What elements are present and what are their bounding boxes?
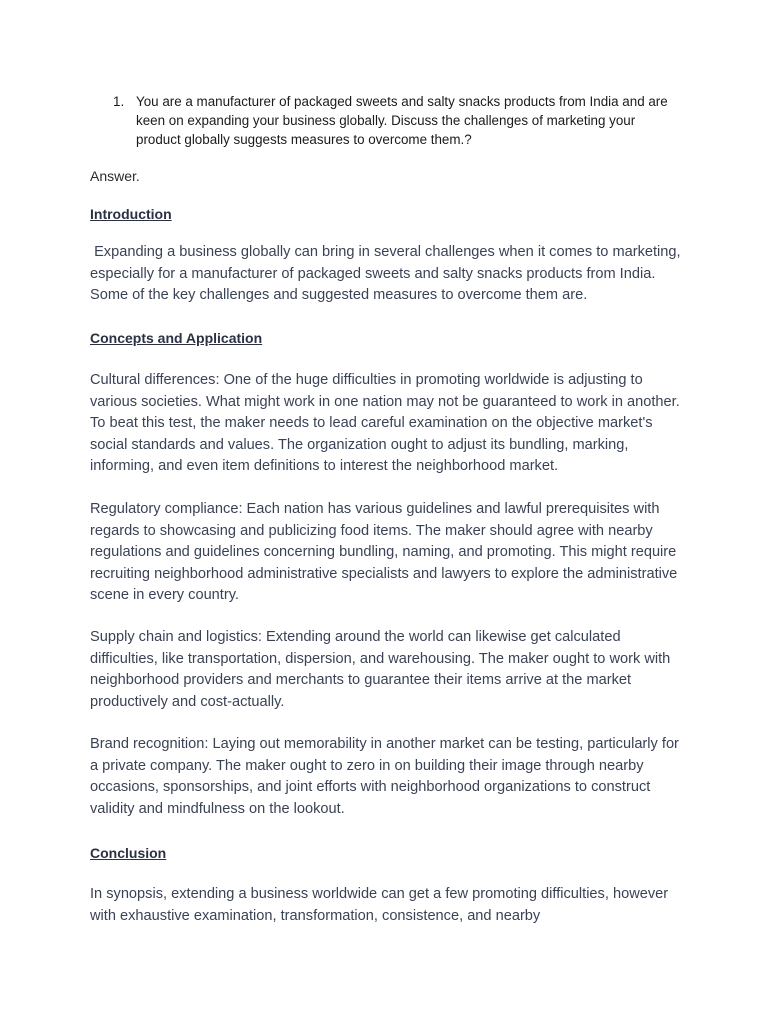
- conclusion-paragraph: In synopsis, extending a business worldwide can get a few promoting difficulties, however with exhaustive examination, transformation, consistence, and nearby: [90, 886, 669, 924]
- conclusion-heading-block: [90, 843, 690, 865]
- question-text: You are a manufacturer of packaged sweets and salty snacks products from India and are keen on expanding your business globally. Discuss the challenges of marketing your product globally suggests measures to overcome them.?: [136, 94, 668, 147]
- conclusion-heading: Conclusion: [90, 845, 167, 861]
- answer-label: Answer.: [90, 168, 140, 184]
- introduction-paragraph: Expanding a business globally can bring in several challenges when it comes to marketing, especially for a manufacturer of packaged sweets and salty snacks products from India. Some of the key challenges and suggested measures to overcome them are.: [90, 244, 685, 304]
- brand-recognition-block: [90, 734, 690, 820]
- supply-chain-paragraph: Supply chain and logistics: Extending around the world can likewise get calculated difficulties, like transportation, dispersion, and warehousing. The maker ought to work with neighborhood providers and merchants to guarantee their items arrive at the market productively and cost-actually.: [90, 629, 671, 710]
- supply-chain-block: [90, 627, 690, 713]
- introduction-heading-block: [90, 204, 690, 226]
- cultural-differences-paragraph: Cultural differences: One of the huge difficulties in promoting worldwide is adjusting to various societies. What might work in one nation may not be guaranteed to work in another. To beat this test, the maker needs to lead careful examination on the objective market's social standards and values. The organization ought to adjust its bundling, marking, informing, and even item definitions to interest the neighborhood market.: [90, 372, 680, 475]
- answer-section: [90, 166, 690, 188]
- question-list-item: [113, 92, 683, 149]
- concepts-heading: Concepts and Application: [90, 330, 263, 346]
- brand-recognition-paragraph: Brand recognition: Laying out memorability in another market can be testing, particularly for a private company. The maker ought to zero in on building their image through nearby occasions, sponsorships, and joint efforts with neighborhood organizations to construct validity and mindfulness on the lookout.: [90, 736, 679, 817]
- concepts-heading-block: [90, 328, 690, 350]
- introduction-block: [90, 242, 690, 307]
- question-number: 1.: [113, 94, 125, 109]
- introduction-heading: Introduction: [90, 206, 172, 222]
- regulatory-compliance-block: [90, 499, 690, 607]
- cultural-differences-block: [90, 370, 690, 478]
- conclusion-block: [90, 884, 690, 927]
- regulatory-compliance-paragraph: Regulatory compliance: Each nation has various guidelines and lawful prerequisites with regards to showcasing and publicizing food items. The maker should agree with nearby regulations and guidelines concerning bundling, naming, and promoting. This might require recruiting neighborhood administrative specialists and lawyers to explore the administrative scene in every country.: [90, 501, 678, 604]
